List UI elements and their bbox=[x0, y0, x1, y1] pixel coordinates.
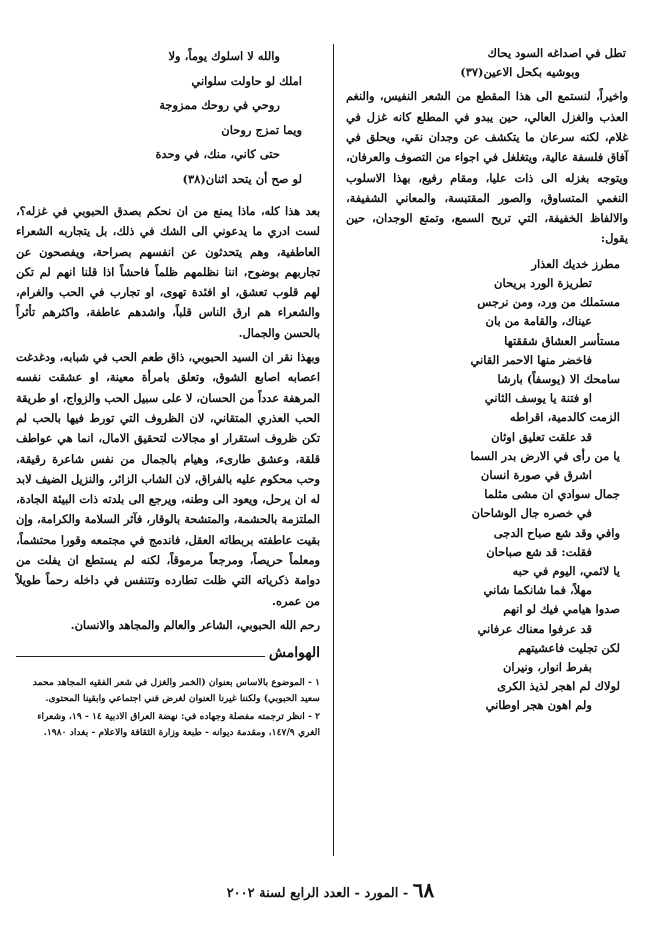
left-column bbox=[16, 44, 320, 743]
column-divider bbox=[333, 44, 334, 856]
notes-header bbox=[16, 645, 320, 661]
poem-line: روحي في روحك ممزوجة bbox=[159, 98, 280, 112]
poem-line: وافي وقد شع صباح الدجى bbox=[493, 525, 620, 540]
poem-line: يا من رأى في الارض بدر السما bbox=[470, 448, 620, 463]
poem-line: لولاك لم اهجر لذيذ الكرى bbox=[497, 679, 620, 694]
poem-line: مهلاً، فما شانكما شاني bbox=[483, 583, 592, 598]
notes-title: الهوامش bbox=[268, 645, 320, 662]
poem-line: او فتنة يا يوسف الثاني bbox=[484, 391, 592, 406]
journal-info: المورد - العدد الرابع لسنة ٢٠٠٢ bbox=[226, 886, 399, 901]
poem-line: املك لو حاولت سلواني bbox=[191, 73, 302, 88]
notes-rule bbox=[16, 656, 265, 657]
poem-line: لكن تجليت فاعشيتهم bbox=[518, 640, 620, 655]
poem-line: اشرق في صورة انسان bbox=[480, 468, 592, 483]
page-footer bbox=[0, 878, 661, 902]
footnote: ٢ - انظر ترجمته مفصلة وجهاده في: نهضة العراق الادبية ١٤ - ١٩، وشعراء الغري ١٤٧/٩، ومقدمة ديوانه - طبعة وزارة الثقافة والاعلام - بغداد ١٩٨٠. bbox=[37, 711, 320, 739]
body-text bbox=[16, 201, 320, 635]
poem-line: قد عرفوا معناك عرفاني bbox=[477, 621, 592, 636]
poem-line: سامحك الا (يوسفاً) بارشا bbox=[497, 372, 620, 386]
paragraph: وبهذا نقر ان السيد الحبوبي، ذاق طعم الحب في شبابه، ودغدغت اعصابه اصابع الشوق، وتعلق بامرأة معينة، او عشقت نفسه المرهفة عدداً من الحسان، لا على سبيل الحب والزواج، او طريقة الحب العذري المتقاني، لان الظروف التي تورط فيها بالحب لم تكن ظروف استقرار او مجالات لتحقيق الامال، انما هي عواطف قلقة، وعشق طارىء، وهيام بالجمال من نفس شاعرة رقيقة، وحب محكوم عليه بالفراق، لان الشاب الزائر، والنزيل الضيف لابد له ان يرحل، ويعود الى وطنه، ويرجع الى بلدته ذات البيئة الجادة، الملتزمة بالحشمة، والمتشحة بالوقار، فآثر السلامة والكرامة، وإن بقيت عاطفته بربطاته العقل، فاندمج في مجتمعه وقورا محتشماً، ومعلماً حريصاً، ومرجعاً مرموقاً، لكنه لم يستطع ان يفلت من دوامة ذكرياته التي ظلت تطارده وتتنفس في داخله رحماً طويلاً من عمره. bbox=[16, 350, 320, 608]
footnote: ١ - الموضوع بالاساس بعنوان (الخمر والغزل في شعر الفقيه المجاهد محمد سعيد الحبوبي) ولكننا غيرنا العنوان لغرض فني اجتماعي وابقينا المحتوى. bbox=[32, 677, 320, 705]
poem-line: الزمت كالدمية، اقراطه bbox=[509, 410, 620, 425]
poem-line: ويما تمزج روحان bbox=[221, 122, 302, 137]
poem-line: صدوا هيامي فيك لو انهم bbox=[503, 602, 620, 617]
paragraph: رحم الله الحبوبي، الشاعر والعالم والمجاهد والانسان. bbox=[70, 617, 320, 632]
poem-line: ولم اهون هجر اوطاني bbox=[485, 698, 592, 713]
poem-line: مستأسر العشاق شققتها bbox=[504, 333, 620, 348]
poem-line: والله لا اسلوك يوماً، ولا bbox=[168, 49, 280, 63]
poem-line: جمال سوادي ان مشى مثلما bbox=[484, 487, 620, 502]
main-poem bbox=[346, 255, 628, 716]
poem-line: يا لائمي، اليوم في حبه bbox=[512, 564, 620, 579]
poem-line: تطريزة الورد بريحان bbox=[494, 275, 592, 290]
footer-separator: - bbox=[398, 886, 409, 901]
poem-line: قد علقت تعليق اوثان bbox=[491, 429, 592, 444]
poem-line: حتى كاني، منك، في وحدة bbox=[155, 147, 280, 161]
paragraph: بعد هذا كله، ماذا يمنع من ان نحكم بصدق الحبوبي في غزله؟، لست ادري ما يدعوني الى الشك في ذلك، بل يتجاربه الشعراء العاطفية، وهم يتحدثون عن انفسهم بصراحة، ويفصحون عن تجاربهم بوضوح، اننا نظلمهم ظلماً فاحشاً اذا قلنا انهم لم تكن لهم قلوب تعشق، او افئدة تهوى، او تجارب في الحب والغرام، والشعراء هم ارق الناس قلباً، واشدهم عاطفة، واكثرهم تأثراً بالحسن والجمال. bbox=[16, 204, 320, 340]
poem-line: لو صح أن يتحد اثنان(٣٨) bbox=[182, 171, 302, 186]
poem-line: مستملك من ورد، ومن نرجس bbox=[477, 295, 620, 310]
poem-line: فقلت: قد شع صباحان bbox=[486, 544, 592, 559]
right-column bbox=[346, 44, 628, 716]
poem-line: مطرز خديك العذار bbox=[531, 256, 620, 271]
poem-line: عيناك، والقامة من بان bbox=[485, 314, 592, 329]
poem-line: بفرط انوار، ونيران bbox=[502, 660, 592, 675]
closing-poem bbox=[16, 44, 320, 191]
verse-line: تطل في اصداغه السود يحاك bbox=[487, 46, 626, 60]
opening-verses bbox=[346, 44, 628, 82]
footnotes bbox=[16, 675, 320, 741]
intro-paragraph: واخيراً، لنستمع الى هذا المقطع من الشعر النفيس، والنغم العذب والغزل العالي، حين يبدو في المطلع كانه غزل في غلام، لكنه سرعان ما يتكشف عن وجدان نقي، ويحلق في آفاق فلسفة عالية، ويتغلغل في اجواء من التصوف والعرفان، ويتوجه بغزله الى ذات عليا، ومقام رفيع، بهذا الاسلوب النغمي المتساوق، والصور المقتبسة، والمعاني الشفيفة، والالفاظ الخفيفة، التي تريح السمع، وتمتع الوجدان، حين يقول: bbox=[346, 89, 628, 246]
page-number: ٦٨ bbox=[412, 878, 435, 902]
poem-line: في خصره جال الوشاحان bbox=[471, 506, 592, 521]
verse-line: وبوشيه بكحل الاعين(٣٧) bbox=[460, 65, 580, 80]
poem-line: فاخضر منها الاحمر القاني bbox=[470, 352, 592, 367]
